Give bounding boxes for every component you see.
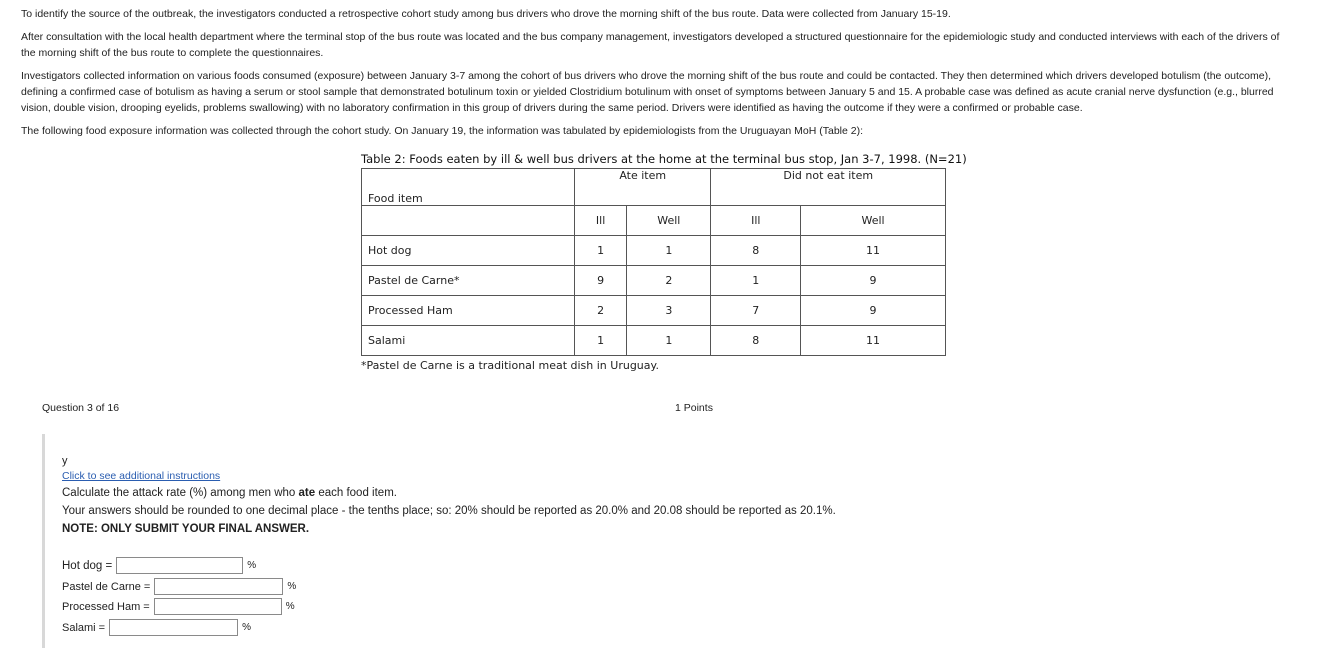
food-item-header: Food item	[362, 169, 575, 206]
food-name-cell: Processed Ham	[362, 296, 575, 326]
prompt-text: each food item.	[315, 487, 397, 499]
ate-well-cell: 1	[627, 236, 711, 266]
salami-attack-rate-input[interactable]	[109, 619, 238, 636]
ate-well-cell: 3	[627, 296, 711, 326]
ate-well-cell: 1	[627, 326, 711, 356]
ill-header: Ill	[711, 206, 801, 236]
food-name-cell: Pastel de Carne*	[362, 266, 575, 296]
answer-label: Salami =	[62, 621, 106, 634]
ate-ill-cell: 1	[575, 236, 627, 266]
food-name-cell: Hot dog	[362, 236, 575, 266]
not-ate-well-cell: 11	[801, 236, 946, 266]
question-body	[62, 454, 836, 539]
table-header-row	[362, 169, 946, 206]
well-header: Well	[627, 206, 711, 236]
submit-note: NOTE: ONLY SUBMIT YOUR FINAL ANSWER.	[62, 523, 310, 535]
intro-paragraph: After consultation with the local health department where the terminal stop of the bus route was located and the bus company management, investigators developed a structured questionnaire for the epidemiologic study and conducted interviews with each of the drivers of the morning shift of the bus route to complete the questionnaires.	[21, 31, 1280, 59]
table-caption: Table 2: Foods eaten by ill & well bus drivers at the home at the terminal bus stop, Jan 3-7, 1998. (N=21)	[361, 152, 967, 166]
well-header: Well	[801, 206, 946, 236]
food-table-container	[361, 152, 967, 372]
not-ate-ill-cell: 8	[711, 326, 801, 356]
question-stub-text: y	[62, 455, 68, 467]
answer-row-salami	[62, 619, 251, 636]
percent-unit: %	[287, 581, 297, 592]
food-exposure-table	[361, 168, 946, 356]
pastel-de-carne-attack-rate-input[interactable]	[154, 578, 283, 595]
question-points: 1 Points	[675, 402, 713, 414]
case-study-intro	[21, 6, 1293, 146]
table-row	[362, 236, 946, 266]
answer-label: Pastel de Carne =	[62, 580, 151, 593]
did-not-eat-header: Did not eat item	[711, 169, 946, 206]
not-ate-well-cell: 9	[801, 266, 946, 296]
intro-paragraph: The following food exposure information was collected through the cohort study. On January 19, the information was tabulated by epidemiologists from the Uruguayan MoH (Table 2):	[21, 125, 864, 137]
not-ate-well-cell: 11	[801, 326, 946, 356]
table-footnote: *Pastel de Carne is a traditional meat dish in Uruguay.	[361, 359, 659, 372]
not-ate-ill-cell: 8	[711, 236, 801, 266]
table-row	[362, 326, 946, 356]
not-ate-ill-cell: 1	[711, 266, 801, 296]
answer-row-hot-dog	[62, 557, 256, 574]
ate-ill-cell: 1	[575, 326, 627, 356]
question-number: Question 3 of 16	[42, 402, 120, 414]
intro-paragraph: Investigators collected information on various foods consumed (exposure) between January 3-7 among the cohort of bus drivers who drove the morning shift of the bus route and could be contacted. They then determined which drivers developed botulism (the outcome), defining a confirmed case of botulism as having a serum or stool sample that demonstrated botulinum toxin or yielded Clostridium botulinum with onset of symptoms between January 5 and 15. A probable case was defined as acute cranial nerve dysfunction (e.g., blurred vision, double vision, drooping eyelids, problems swallowing) with no laboratory confirmation in this group of drivers during the same period. Drivers were identified as having the outcome if they were a confirmed or probable case.	[21, 70, 1274, 114]
percent-unit: %	[247, 560, 257, 571]
rounding-instructions: Your answers should be rounded to one decimal place - the tenths place; so: 20% should be reported as 20.0% and 20.08 should be reported as 20.1%.	[62, 505, 836, 517]
intro-paragraph: To identify the source of the outbreak, the investigators conducted a retrospective cohort study among bus drivers who drove the morning shift of the bus route. Data were collected from January 15-19.	[21, 8, 951, 20]
table-row	[362, 266, 946, 296]
answer-label: Processed Ham =	[62, 600, 150, 613]
prompt-text: Calculate the attack rate (%) among men who	[62, 487, 299, 499]
food-name-cell: Salami	[362, 326, 575, 356]
answer-row-pastel-de-carne	[62, 578, 296, 595]
ill-header: Ill	[575, 206, 627, 236]
percent-unit: %	[242, 622, 252, 633]
answer-label: Hot dog =	[62, 559, 113, 572]
table-subheader-row	[362, 206, 946, 236]
table-row	[362, 296, 946, 326]
question-prompt	[62, 485, 836, 502]
ate-ill-cell: 2	[575, 296, 627, 326]
hot-dog-attack-rate-input[interactable]	[116, 557, 243, 574]
ate-well-cell: 2	[627, 266, 711, 296]
not-ate-well-cell: 9	[801, 296, 946, 326]
percent-unit: %	[285, 601, 295, 612]
processed-ham-attack-rate-input[interactable]	[154, 598, 282, 615]
additional-instructions-link[interactable]: Click to see additional instructions	[62, 470, 221, 482]
answer-row-processed-ham	[62, 598, 295, 615]
ate-ill-cell: 9	[575, 266, 627, 296]
prompt-emphasis: ate	[298, 487, 316, 499]
empty-header-cell	[362, 206, 575, 236]
ate-item-header: Ate item	[575, 169, 711, 206]
not-ate-ill-cell: 7	[711, 296, 801, 326]
